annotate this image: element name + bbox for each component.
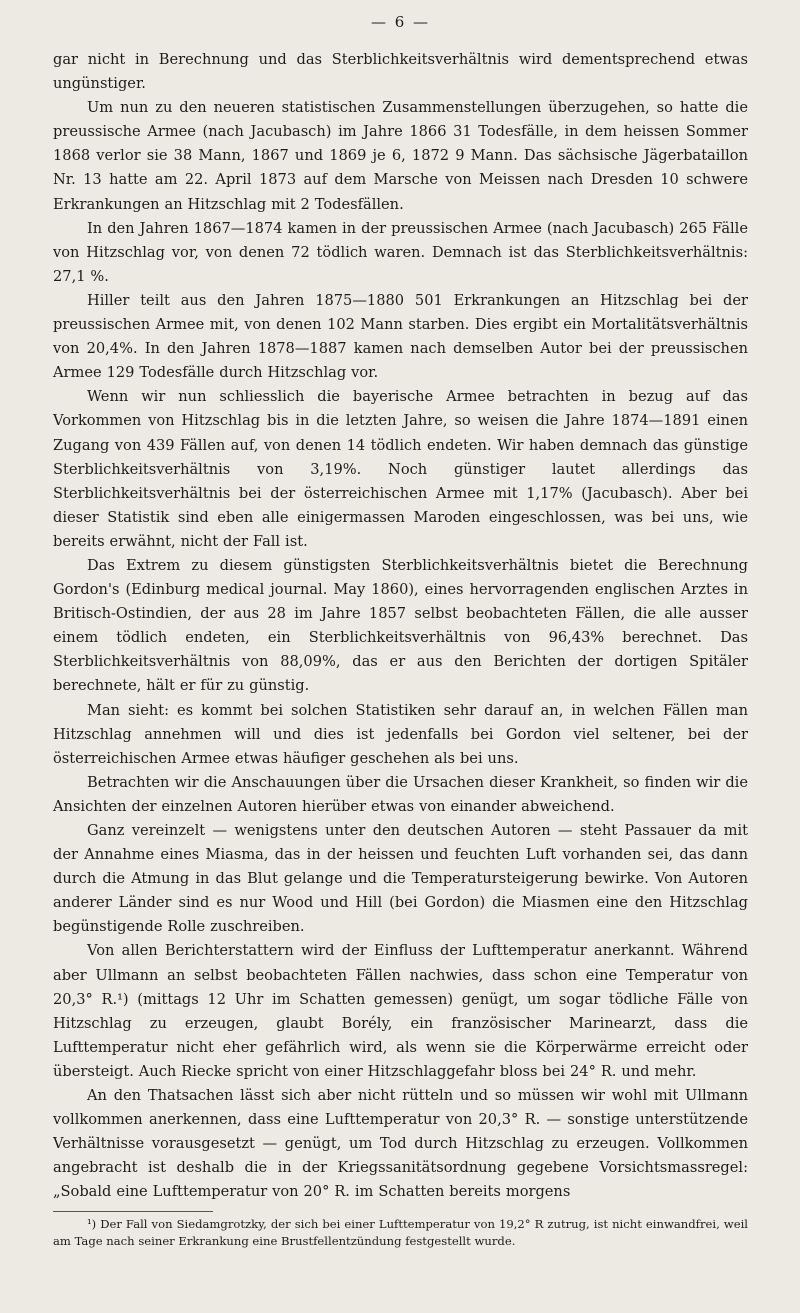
paragraph-1: gar nicht in Berechnung und das Sterblichkeitsverhältnis wird dementsprechend etwas ungünstiger.	[53, 51, 748, 93]
body-text	[53, 48, 748, 1205]
paragraph-11: An den Thatsachen lässt sich aber nicht rütteln und so müssen wir wohl mit Ullmann vollkommen anerkennen, dass eine Lufttemperatur von 20,3° R. — sonstige unterstützende Verhältnisse vorausgesetzt — genügt, um Tod durch Hitzschlag zu erzeugen. Vollkommen angebracht ist deshalb die in der Kriegssanitätsordnung gegebene Vorsichtsmassregel: „Sobald eine Lufttemperatur von 20° R. im Schatten bereits morgens	[53, 1087, 748, 1201]
paragraph-9: Ganz vereinzelt — wenigstens unter den deutschen Autoren — steht Passauer da mit der Annahme eines Miasma, das in der heissen und feuchten Luft vorhanden sei, das dann durch die Atmung in das Blut gelange und die Temperatursteigerung bewirke. Von Autoren anderer Länder sind es nur Wood und Hill (bei Gordon) die Miasmen eine den Hitzschlag begünstigende Rolle zuschreiben.	[53, 822, 748, 936]
paragraph-3: In den Jahren 1867—1874 kamen in der preussischen Armee (nach Jacubasch) 265 Fälle von Hitzschlag vor, von denen 72 tödlich waren. Demnach ist das Sterblichkeitsverhältnis: 27,1 %.	[53, 219, 748, 285]
paragraph-6: Das Extrem zu diesem günstigsten Sterblichkeitsverhältnis bietet die Berechnung Gordon's (Edinburg medical journal. May 1860), eines hervorragenden englischen Arztes in Britisch-Ostindien, der aus 28 im Jahre 1857 selbst beobachteten Fällen, die alle ausser einem tödlich endeten, ein Sterblichkeitsverhältnis von 96,43% berechnet. Das Sterblichkeitsverhältnis von 88,09%, das er aus den Berichten der dortigen Spitäler berechnete, hält er für zu günstig.	[53, 556, 748, 695]
paragraph-10: Von allen Berichterstattern wird der Einfluss der Lufttemperatur anerkannt. Während aber Ullmann an selbst beobachteten Fällen nachwies, dass schon eine Temperatur von 20,3° R.¹) (mittags 12 Uhr im Schatten gemessen) genügt, um sogar tödliche Fälle von Hitzschlag zu erzeugen, glaubt Borély, ein französischer Marinearzt, dass die Lufttemperatur nicht eher gefährlich wird, als wenn sie die Körperwärme erreicht oder übersteigt. Auch Riecke spricht von einer Hitzschlaggefahr bloss bei 24° R. und mehr.	[53, 942, 748, 1080]
page-number: — 6 —	[370, 13, 431, 31]
footnote-divider	[53, 1211, 213, 1212]
paragraph-7: Man sieht: es kommt bei solchen Statistiken sehr darauf an, in welchen Fällen man Hitzschlag annehmen will und dies ist jedenfalls bei Gordon viel seltener, bei der österreichischen Armee etwas häufiger geschehen als bei uns.	[53, 701, 748, 767]
paragraph-5: Wenn wir nun schliesslich die bayerische Armee betrachten in bezug auf das Vorkommen von Hitzschlag bis in die letzten Jahre, so weisen die Jahre 1874—1891 einen Zugang von 439 Fällen auf, von denen 14 tödlich endeten. Wir haben demnach das günstige Sterblichkeitsverhältnis von 3,19%. Noch günstiger lautet allerdings das Sterblichkeitsverhältnis bei der österreichischen Armee mit 1,17% (Jacubasch). Aber bei dieser Statistik sind eben alle einigermassen Maroden eingeschlossen, was bei uns, wie bereits erwähnt, nicht der Fall ist.	[53, 388, 748, 550]
footnote: ¹) Der Fall von Siedamgrotzky, der sich bei einer Lufttemperatur von 19,2° R zutrug, ist nicht einwandfrei, weil am Tage nach seiner Erkrankung eine Brustfellentzündung festgestellt wurde.	[53, 1216, 748, 1248]
paragraph-2: Um nun zu den neueren statistischen Zusammenstellungen überzugehen, so hatte die preussische Armee (nach Jacubasch) im Jahre 1866 31 Todesfälle, in dem heissen Sommer 1868 verlor sie 38 Mann, 1867 und 1869 je 6, 1872 9 Mann. Das sächsische Jägerbataillon Nr. 13 hatte am 22. April 1873 auf dem Marsche von Meissen nach Dresden 10 schwere Erkrankungen an Hitzschlag mit 2 Todesfällen.	[53, 99, 748, 213]
paragraph-4: Hiller teilt aus den Jahren 1875—1880 501 Erkrankungen an Hitzschlag bei der preussischen Armee mit, von denen 102 Mann starben. Dies ergibt ein Mortalitätsverhältnis von 20,4%. In den Jahren 1878—1887 kamen nach demselben Autor bei der preussischen Armee 129 Todesfälle durch Hitzschlag vor.	[53, 291, 748, 382]
paragraph-8: Betrachten wir die Anschauungen über die Ursachen dieser Krankheit, so finden wir die Ansichten der einzelnen Autoren hierüber etwas von einander abweichend.	[53, 773, 748, 815]
